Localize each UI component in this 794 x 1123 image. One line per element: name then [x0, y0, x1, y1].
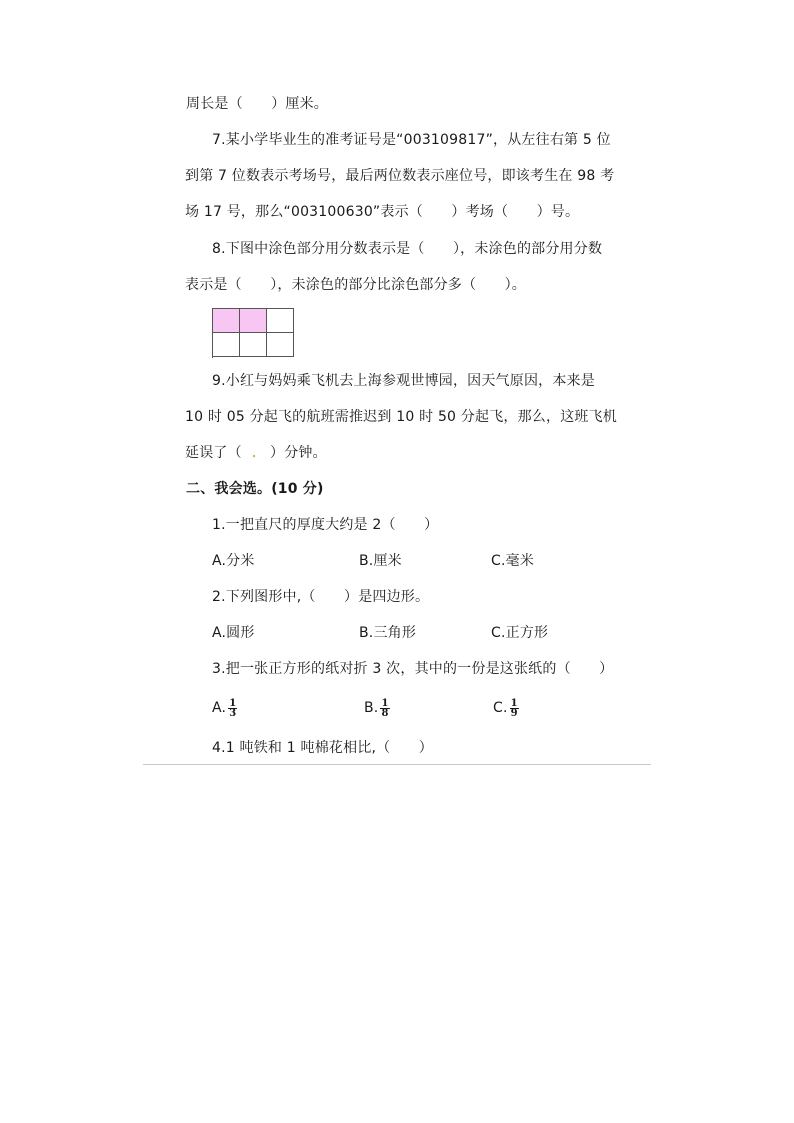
- choice-3-option-b-label: B.: [364, 700, 379, 716]
- section-2-heading: 二、我会选。(10 分): [186, 481, 324, 497]
- fraction-one-third: [228, 699, 237, 718]
- choice-question-3: 3.把一张正方形的纸对折 3 次，其中的一份是这张纸的（ ）: [212, 661, 614, 677]
- answer-dot: ．: [251, 445, 267, 461]
- choice-3-option-a-label: A.: [212, 700, 227, 716]
- fraction-denominator: 3: [229, 707, 237, 719]
- question-8-line-1: 8.下图中涂色部分用分数表示是（ ），未涂色的部分用分数: [212, 241, 603, 257]
- choice-2-option-a: A.圆形: [212, 625, 255, 641]
- grid-cell-1: [213, 309, 240, 333]
- question-7-line-3: 场 17 号，那么“003100630”表示（ ）考场（ ）号。: [185, 204, 580, 220]
- fraction-grid-figure: [212, 308, 294, 358]
- choice-question-2: 2.下列图形中,（ ）是四边形。: [212, 589, 430, 605]
- question-8-line-2: 表示是（ ），未涂色的部分比涂色部分多（ ）。: [185, 277, 526, 293]
- question-9-line-3: [185, 443, 327, 463]
- fraction-numerator: 1: [229, 697, 237, 709]
- choice-1-option-b: B.厘米: [359, 553, 402, 569]
- question-7-line-1: 7.某小学毕业生的准考证号是“003109817”，从左往右第 5 位: [212, 132, 611, 148]
- fraction-one-ninth: [510, 699, 519, 718]
- question-9-text-start: 延误了（: [185, 445, 242, 461]
- question-7-line-2: 到第 7 位数表示考场号，最后两位数表示座位号，即该考生在 98 考: [185, 168, 615, 184]
- grid-cell-6: [267, 333, 294, 357]
- choice-2-option-b: B.三角形: [359, 625, 417, 641]
- choice-question-1: 1.一把直尺的厚度大约是 2（ ）: [212, 517, 439, 533]
- page-bottom-divider: [143, 764, 651, 765]
- choice-2-option-c: C.正方形: [491, 625, 549, 641]
- perimeter-line: 周长是（ ）厘米。: [186, 96, 328, 112]
- fraction-numerator: 1: [381, 697, 389, 709]
- choice-3-option-c: [493, 697, 519, 719]
- grid-cell-5: [240, 333, 267, 357]
- choice-1-option-a: A.分米: [212, 553, 255, 569]
- choice-1-option-c: C.毫米: [491, 553, 535, 569]
- grid-cell-4: [213, 333, 240, 357]
- fraction-numerator: 1: [510, 697, 518, 709]
- fraction-denominator: 8: [381, 707, 389, 719]
- choice-question-4: 4.1 吨铁和 1 吨棉花相比,（ ）: [212, 740, 433, 756]
- choice-3-option-b: [364, 697, 390, 719]
- grid-cell-3: [267, 309, 294, 333]
- fraction-one-eighth: [380, 699, 389, 718]
- question-9-line-1: 9.小红与妈妈乘飞机去上海参观世博园，因天气原因，本来是: [212, 373, 595, 389]
- fraction-denominator: 9: [510, 707, 518, 719]
- choice-3-option-c-label: C.: [493, 700, 508, 716]
- question-9-text-end: ）分钟。: [270, 445, 327, 461]
- choice-3-option-a: [212, 697, 237, 719]
- grid-cell-2: [240, 309, 267, 333]
- question-9-line-2: 10 时 05 分起飞的航班需推迟到 10 时 50 分起飞，那么，这班飞机: [185, 409, 618, 425]
